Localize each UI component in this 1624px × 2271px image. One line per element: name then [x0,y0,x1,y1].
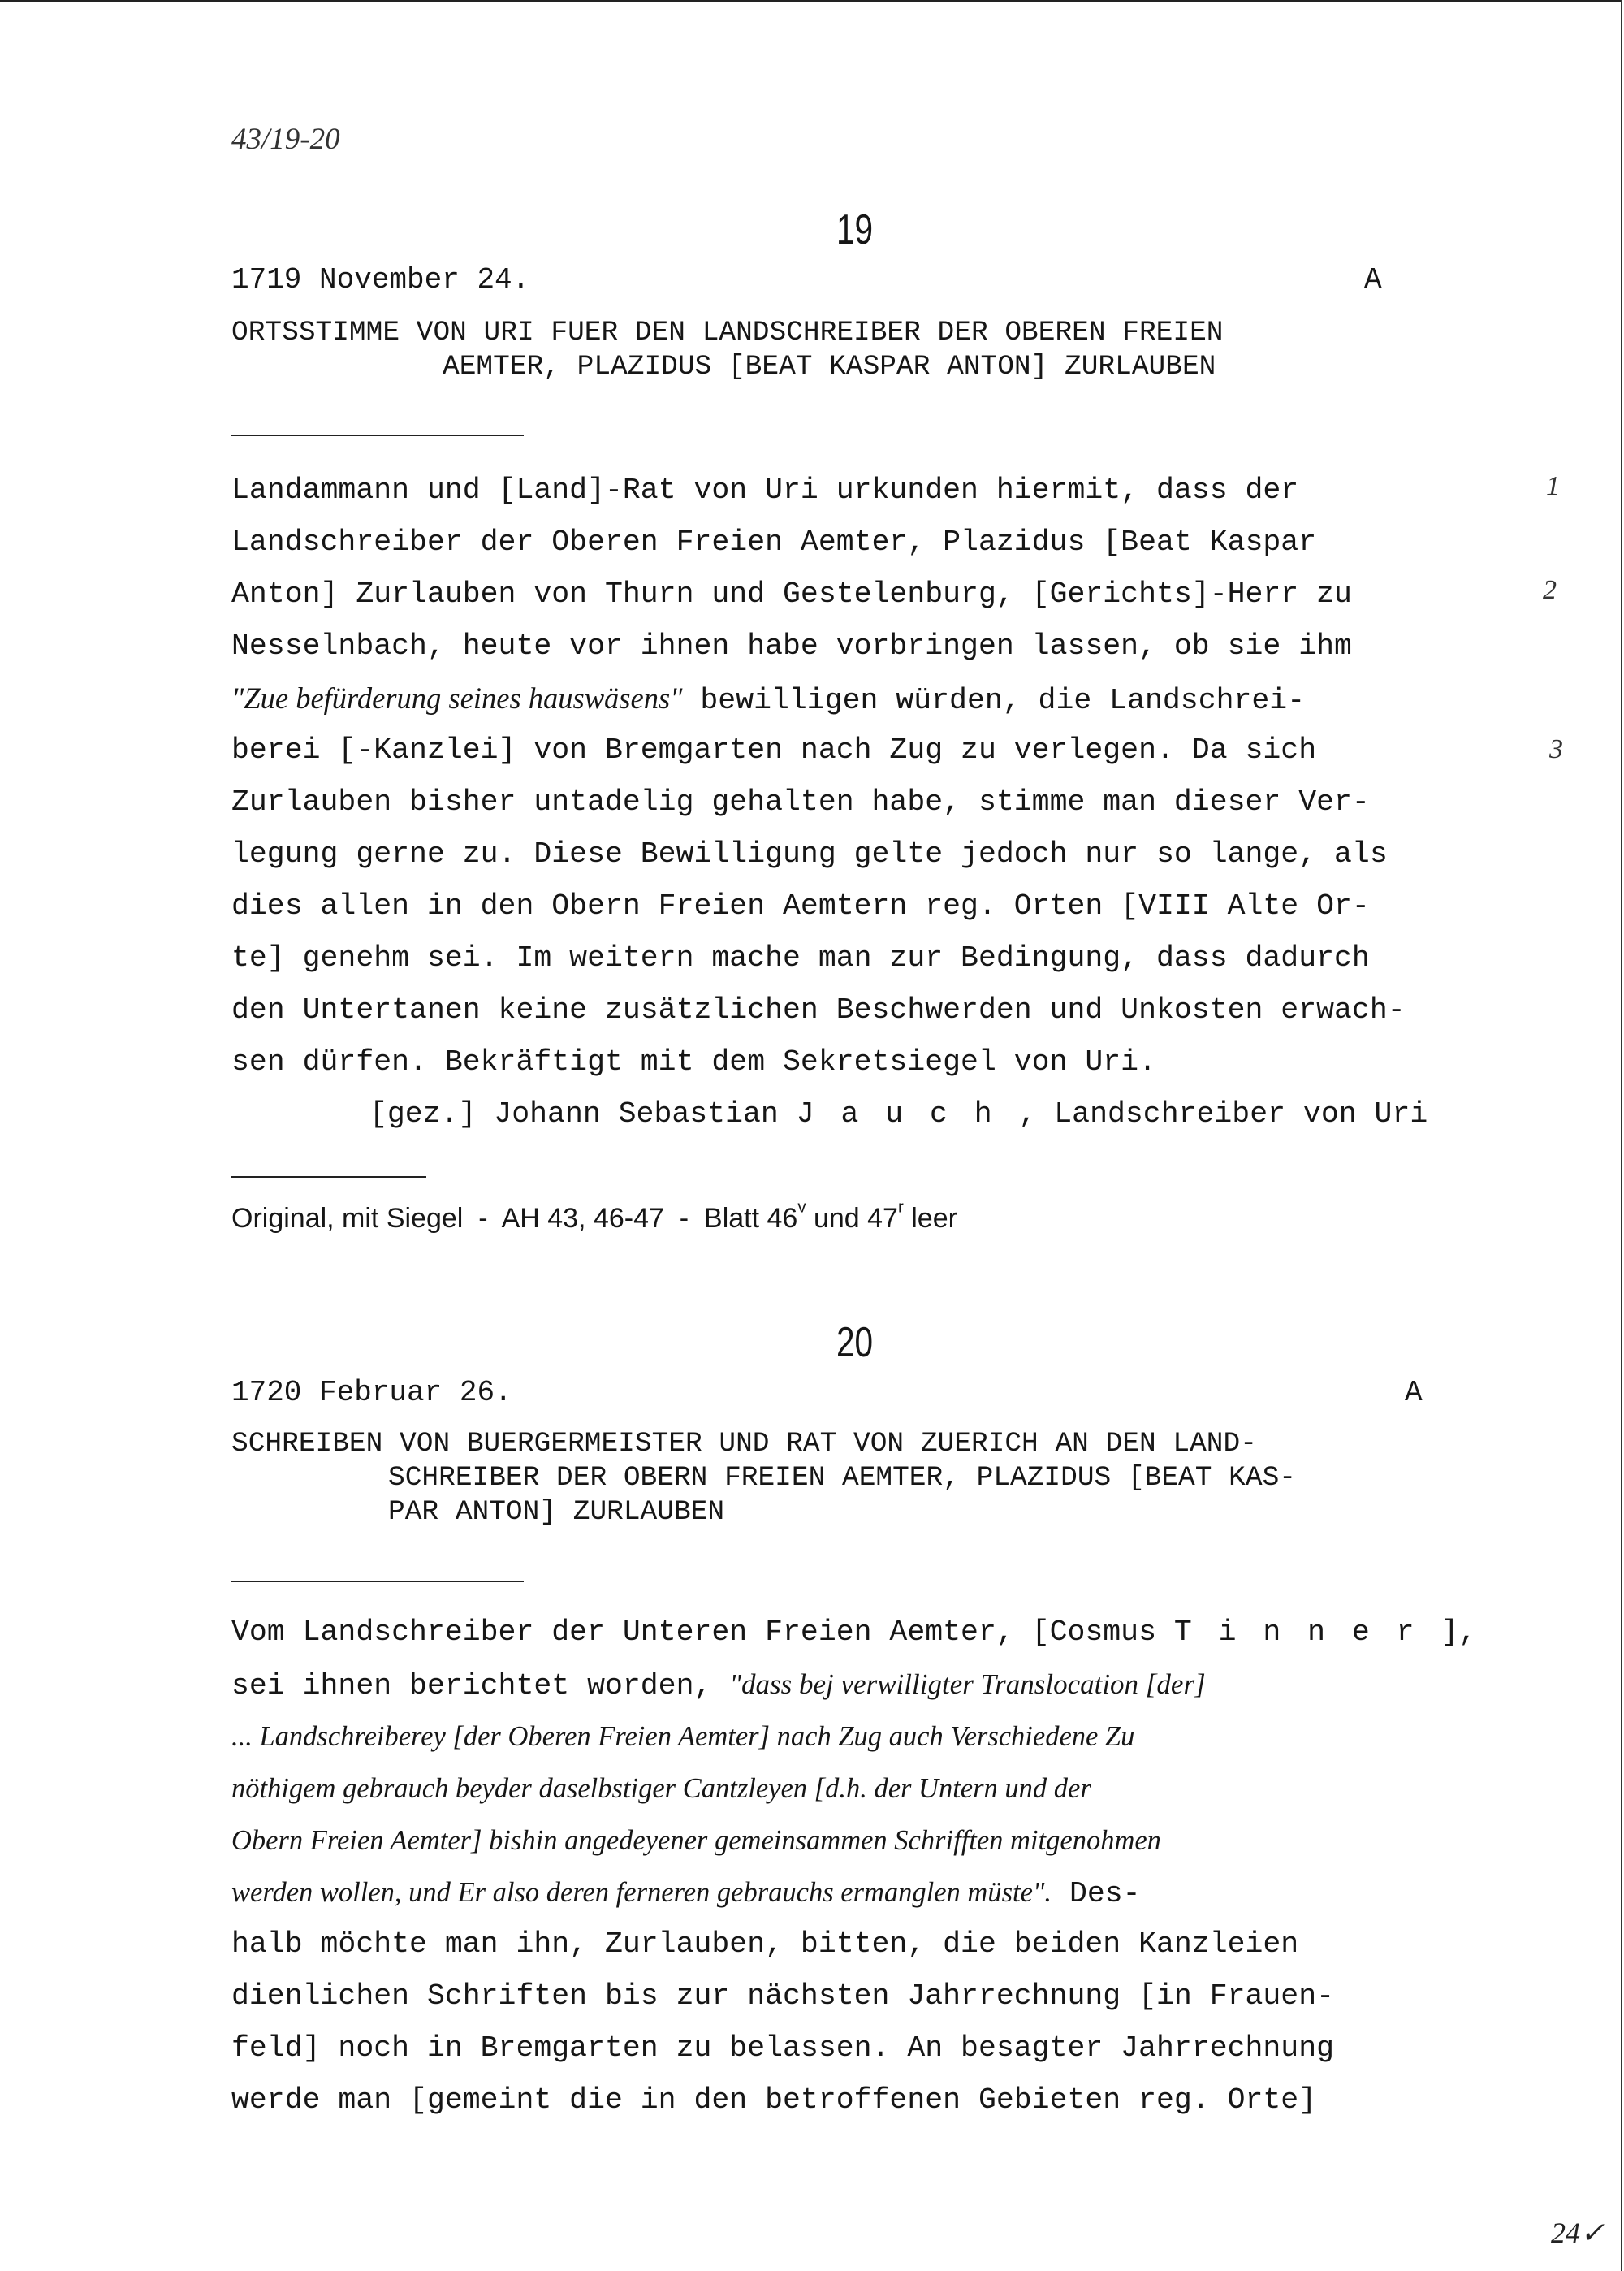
body-line: Landschreiber der Oberen Freien Aemter, Plazidus [Beat Kaspar [231,526,1317,559]
section-divider [231,1581,524,1582]
document-number-19: 19 [836,206,874,253]
body-line: den Untertanen keine zusätzlichen Beschwerden und Unkosten erwach- [231,993,1406,1027]
body-line [231,1615,1476,1650]
margin-line-number: 2 [1543,575,1557,605]
document-type-marker-19: A [1364,263,1382,296]
body-text: sei ihnen berichtet worden, [231,1669,730,1702]
source-divider [231,1176,426,1178]
document-heading-line-2: SCHREIBER DER OBERN FREIEN AEMTER, PLAZIDUS [BEAT KAS- [388,1462,1296,1494]
body-line: werde man [gemeint die in den betroffenen Gebieten reg. Orte] [231,2083,1317,2117]
document-date-19: 1719 November 24. [231,263,530,296]
document-heading-line-1: SCHREIBEN VON BUERGERMEISTER UND RAT VON ZUERICH AN DEN LAND- [231,1428,1257,1460]
quoted-source-line: Obern Freien Aemter] bishin angedeyener gemeinsammen Schrifften mitgenohmen [231,1825,1161,1856]
body-text: ], [1440,1616,1477,1649]
quoted-source-text: "Zue befürderung seines hauswäsens" [231,681,683,715]
body-line [231,1875,1141,1912]
body-line [231,1667,1206,1704]
section-divider [231,435,524,436]
source-text: leer [903,1203,957,1234]
source-text: und 47 [806,1203,898,1234]
body-line: halb möchte man ihn, Zurlauben, bitten, die beiden Kanzleien [231,1927,1299,1961]
page-border-right [1621,0,1622,2271]
body-line: berei [-Kanzlei] von Bremgarten nach Zug zu verlegen. Da sich [231,733,1317,767]
document-heading-line-1: ORTSSTIMME VON URI FUER DEN LANDSCHREIBER DER OBEREN FREIEN [231,317,1224,348]
quoted-source-line: nöthigem gebrauch beyder daselbstiger Cantzleyen [d.h. der Untern und der [231,1773,1091,1804]
body-text: Vom Landschreiber der Unteren Freien Aemter, [Cosmus [231,1616,1174,1649]
person-name-spaced: Tinner [1173,1616,1441,1649]
signature-surname: Jauch [796,1097,1019,1131]
recto-superscript: r [897,1198,904,1217]
margin-line-number: 3 [1549,734,1563,764]
document-heading-line-2: AEMTER, PLAZIDUS [BEAT KASPAR ANTON] ZURLAUBEN [443,351,1216,383]
body-text: Des- [1052,1877,1141,1910]
margin-line-number: 1 [1546,471,1560,501]
body-line: feld] noch in Bremgarten zu belassen. An besagter Jahrrechnung [231,2031,1335,2065]
body-text: bewilligen würden, die Landschrei- [682,684,1306,717]
body-line: te] genehm sei. Im weitern mache man zur Bedingung, dass dadurch [231,941,1370,975]
body-line: dies allen in den Obern Freien Aemtern reg. Orten [VIII Alte Or- [231,889,1370,923]
quoted-source-text: "dass bej verwilligter Translocation [der] [729,1668,1206,1700]
body-line: Landammann und [Land]-Rat von Uri urkunden hiermit, dass der [231,474,1299,507]
quoted-source-line: ... Landschreiberey [der Oberen Freien Aemter] nach Zug auch Verschiedene Zu [231,1721,1135,1752]
quoted-source-text: werden wollen, und Er also deren ferneren gebrauchs ermanglen müste". [231,1877,1052,1908]
body-line: legung gerne zu. Diese Bewilligung gelte jedoch nur so lange, als [231,837,1388,871]
source-note-19 [231,1200,957,1236]
signature-line [369,1097,1427,1132]
verso-superscript: v [797,1198,806,1217]
body-line: dienlichen Schriften bis zur nächsten Jahrrechnung [in Frauen- [231,1979,1335,2013]
signature-prefix: [gez.] Johann Sebastian [369,1097,797,1131]
page-reference: 43/19-20 [231,123,340,156]
source-text: Original, mit Siegel - AH 43, 46-47 - Blatt 46 [231,1203,798,1234]
body-line: Anton] Zurlauben von Thurn und Gestelenburg, [Gerichts]-Herr zu [231,577,1352,611]
document-number-20: 20 [836,1319,874,1366]
handwritten-folio-mark: 24✓ [1551,2217,1605,2249]
document-type-marker-20: A [1405,1376,1423,1409]
body-line [231,681,1305,719]
document-heading-line-3: PAR ANTON] ZURLAUBEN [388,1496,725,1528]
body-line: sen dürfen. Bekräftigt mit dem Sekretsiegel von Uri. [231,1045,1156,1079]
page-border-top [0,0,1622,2]
signature-suffix: , Landschreiber von Uri [1018,1097,1428,1131]
body-line: Zurlauben bisher untadelig gehalten habe, stimme man dieser Ver- [231,785,1370,819]
body-line: Nesselnbach, heute vor ihnen habe vorbringen lassen, ob sie ihm [231,629,1352,663]
document-date-20: 1720 Februar 26. [231,1376,512,1409]
